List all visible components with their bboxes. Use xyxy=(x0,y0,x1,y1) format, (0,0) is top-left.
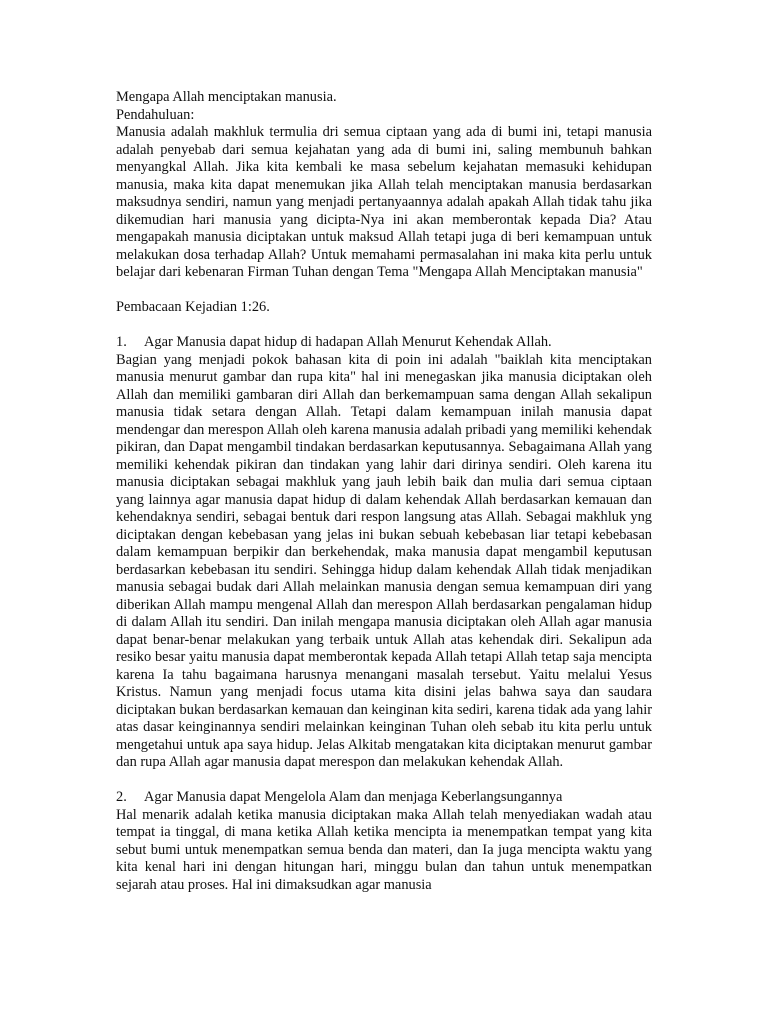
reading-reference: Pembacaan Kejadian 1:26. xyxy=(116,299,270,315)
section-2-body: Hal menarik adalah ketika manusia diciptakan maka Allah telah menyediakan wadah atau tempat ia tinggal, di mana ketika Allah ketika mencipta ia menempatkan tempat yang kita sebut bumi untuk menempatkan semua benda dan materi, dan Ia juga mencipta waktu yang kita kenal hari ini dengan hitungan hari, minggu bulan dan tahun untuk menempatkan sejarah atau proses. Hal ini dimaksudkan agar manusia xyxy=(116,806,652,893)
spacer xyxy=(116,317,652,335)
section-2-number: 2. xyxy=(116,789,127,805)
section-1-number: 1. xyxy=(116,334,127,350)
section-1-title: Agar Manusia dapat hidup di hadapan Allah Menurut Kehendak Allah. xyxy=(144,334,552,350)
section-1-body: Bagian yang menjadi pokok bahasan kita di poin ini adalah "baiklah kita menciptakan manusia menurut gambar dan rupa kita" hal ini menegaskan jika manusia diciptakan oleh Allah dan memiliki gambaran diri Allah dan berkemampuan sama dengan Allah sekalipun manusia tidak setara dengan Allah. Tetapi dalam kemampuan inilah manusia dapat mendengar dan merespon Allah oleh karena manusia adalah pribadi yang memiliki kehendak pikiran, dan Dapat mengambil tindakan berdasarkan keputusannya. Sebagaimana Allah yang memiliki kehendak pikiran dan tindakan yang lahir dari dirinya sendiri. Oleh karena itu manusia diciptakan sebagai makhluk yang jauh lebih baik dan mulia dari semua ciptaan yang lainnya agar manusia dapat hidup di dalam kehendak Allah berdasarkan kemauan dan kehendaknya sendiri, sebagai bentuk dari respon langsung atas Allah. Sebagai makhluk yng diciptakan dengan kebebasan yang jelas ini bukan sebuah kebebasan liar tetapi kebebasan dalam kemampuan berpikir dan berkehendak, maka manusia dapat mengambil keputusan berdasarkan kebebasan itu sendiri. Sehingga hidup dalam kehendak Allah tidak menjadikan manusia sebagai budak dari Allah melainkan manusia dengan semua kemampuan diri yang diberikan Allah mampu mengenal Allah dan merespon Allah berdasarkan pengalaman hidup di dalam Allah itu sendiri. Dan inilah mengapa manusia diciptakan oleh Allah agar manusia dapat benar-benar melakukan yang terbaik untuk Allah atas kehendak diri. Sekalipun ada resiko besar yaitu manusia dapat memberontak kepada Allah tetapi Allah tetap saja mencipta karena Ia tahu bagaimana harusnya menangani masalah tersebut. Yaitu melalui Yesus Kristus. Namun yang menjadi focus utama kita disini jelas bahwa saya dan saudara diciptakan bukan berdasarkan kemauan dan keinginan kita sediri, karena tidak ada yang lahir atas dasar keinginannya sendiri melainkan keinginan Tuhan oleh sebab itu kita perlu untuk mengetahui untuk apa saya hidup. Jelas Alkitab mengatakan kita diciptakan menurut gambar dan rupa Allah agar manusia dapat merespon dan melakukan kehendak Allah. xyxy=(116,351,652,770)
document-title: Mengapa Allah menciptakan manusia. xyxy=(116,89,337,105)
intro-heading: Pendahuluan: xyxy=(116,106,195,123)
section-2-title: Agar Manusia dapat Mengelola Alam dan menjaga Keberlangsungannya xyxy=(144,789,563,805)
section-2-heading xyxy=(116,789,652,807)
spacer xyxy=(116,772,652,790)
document-page xyxy=(116,89,652,894)
intro-paragraph: Manusia adalah makhluk termulia dri semua ciptaan yang ada di bumi ini, tetapi manusia adalah penyebab dari semua kejahatan yang ada di bumi ini, saling membunuh bahkan menyangkal Allah. Jika kita kembali ke masa sebelum kejahatan memasuki kehidupan manusia, maka kita dapat menemukan jika Allah telah menciptakan manusia berdasarkan maksudnya sendiri, namun yang menjadi pertanyaannya adalah apakah Allah tidak tahu jika dikemudian hari manusia yang dicipta-Nya ini akan memberontak kepada Dia? Atau mengapakah manusia diciptakan untuk maksud Allah tetapi juga di beri kemampuan untuk melakukan dosa terhadap Allah? Untuk memahami permasalahan ini maka kita perlu untuk belajar dari kebenaran Firman Tuhan dengan Tema "Mengapa Allah Menciptakan manusia" xyxy=(116,124,652,280)
spacer xyxy=(116,282,652,300)
section-1-heading xyxy=(116,334,652,352)
